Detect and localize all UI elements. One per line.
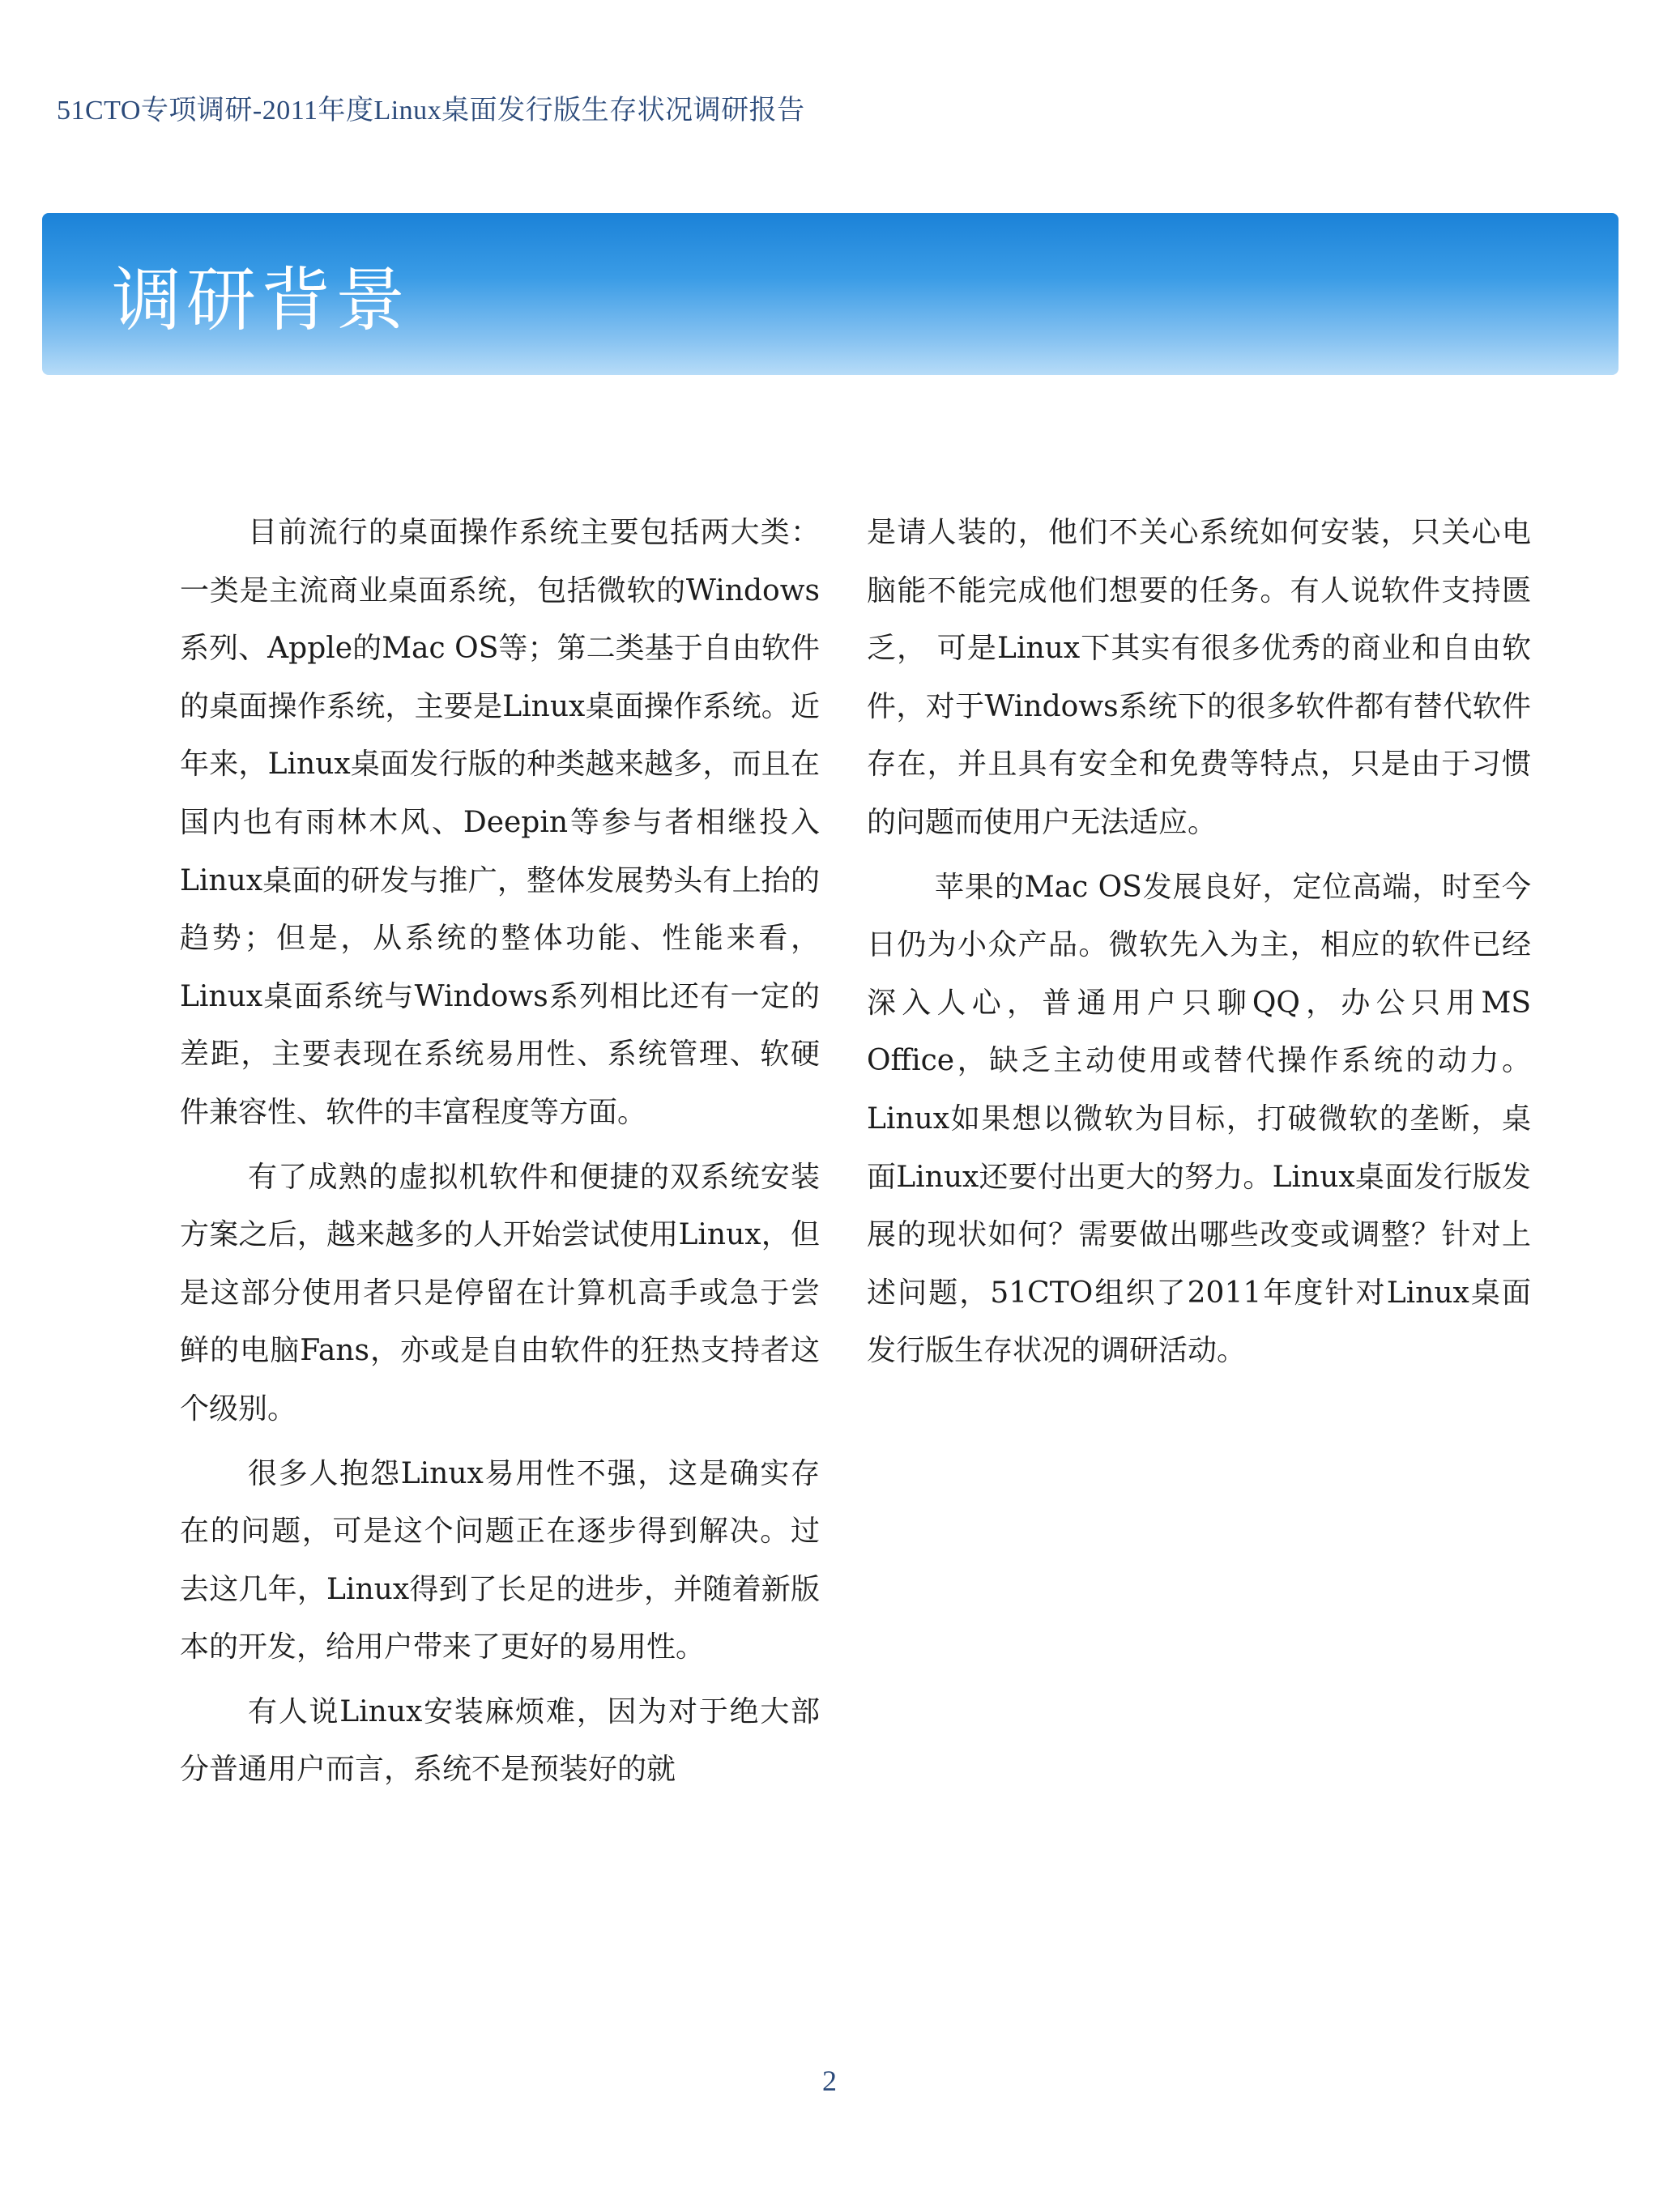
paragraph: 有了成熟的虚拟机软件和便捷的双系统安装方案之后，越来越多的人开始尝试使用Linux，但是这部分使用者只是停留在计算机高手或急于尝鲜的电脑Fans，亦或是自由软件的狂热支持者这个级别。 [180,1160,820,1426]
paragraph: 苹果的Mac OS发展良好，定位高端，时至今日仍为小众产品。微软先入为主，相应的软件已经深入人心，普通用户只聊QQ，办公只用MS Office，缺乏主动使用或替代操作系统的动力。Linux如果想以微软为目标，打破微软的垄断，桌面Linux还要付出更大的努力。Linux桌面发行版发展的现状如何？需要做出哪些改变或调整？针对上述问题，51CTO组织了2011年度针对Linux桌面发行版生存状况的调研活动。 [867,870,1531,1368]
section-title: 调研背景 [112,260,410,341]
paragraph: 很多人抱怨Linux易用性不强，这是确实存在的问题，可是这个问题正在逐步得到解决。过去这几年，Linux得到了长足的进步，并随着新版本的开发，给用户带来了更好的易用性。 [180,1456,820,1664]
running-header-title: 51CTO专项调研-2011年度Linux桌面发行版生存状况调研报告 [57,96,805,126]
section-banner [42,213,1618,375]
page-number: 2 [822,2065,837,2097]
right-text-column [867,504,1531,1387]
left-text-column [180,504,820,1805]
paragraph: 目前流行的桌面操作系统主要包括两大类：一类是主流商业桌面系统，包括微软的Windows系列、Apple的Mac OS等；第二类基于自由软件的桌面操作系统，主要是Linux桌面操作系统。近年来，Linux桌面发行版的种类越来越多，而且在国内也有雨林木风、Deepin等参与者相继投入Linux桌面的研发与推广，整体发展势头有上抬的趋势；但是，从系统的整体功能、性能来看，Linux桌面系统与Windows系列相比还有一定的差距，主要表现在系统易用性、系统管理、软硬件兼容性、软件的丰富程度等方面。 [180,516,820,1129]
paragraph-continued: 是请人装的，他们不关心系统如何安装，只关心电脑能不能完成他们想要的任务。有人说软件支持匮乏， 可是Linux下其实有很多优秀的商业和自由软件，对于Windows系统下的很多软件都有替代软件存在，并且具有安全和免费等特点，只是由于习惯的问题而使用户无法适应。 [867,516,1531,839]
paragraph: 有人说Linux安装麻烦难，因为对于绝大部分普通用户而言，系统不是预装好的就 [180,1694,820,1787]
